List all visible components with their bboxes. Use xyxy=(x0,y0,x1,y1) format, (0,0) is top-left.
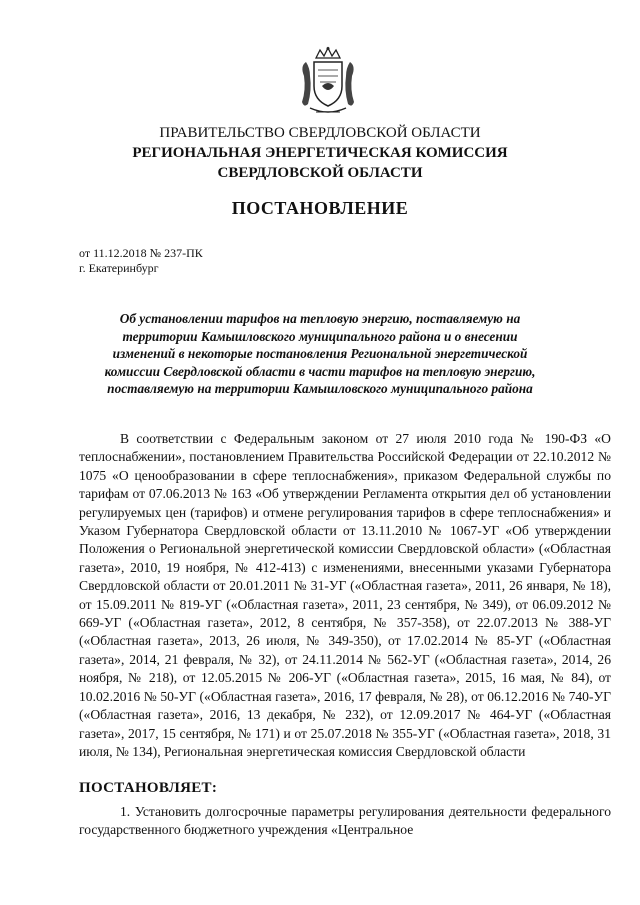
org-name-government: ПРАВИТЕЛЬСТВО СВЕРДЛОВСКОЙ ОБЛАСТИ xyxy=(159,125,481,141)
coat-of-arms-emblem xyxy=(296,46,360,118)
preamble-paragraph: В соответствии с Федеральным законом от 27 июля 2010 года № 190-ФЗ «О теплоснабжении», постановлением Правительства Российской Федерации от 22.10.2012 № 1075 «О ценообразовании в сфере теплоснабжения», приказом Федеральной службы по тарифам от 07.06.2013 № 163 «Об утверждении Регламента открытия дел об установлении регулируемых цен (тарифов) и отмене регулирования тарифов в сфере теплоснабжения» и Указом Губернатора Свердловской области от 13.11.2010 № 1067-УГ «Об утверждении Положения о Региональной энергетической комиссии Свердловской области» («Областная газета», 2010, 19 ноября, № 412-413) с изменениями, внесенными указами Губернатора Свердловской области от 20.01.2011 № 31-УГ («Областная газета», 2011, 26 января, № 18), от 15.09.2011 № 819-УГ («Областная газета», 2011, 23 сентября, № 349), от 06.09.2012 № 669-УГ («Областная газета», 2012, 8 сентября, № 357-358), от 22.07.2013 № 388-УГ («Областная газета», 2013, 26 июля, № 349-350), от 17.02.2014 № 85-УГ («Областная газета», 2014, 21 февраля, № 32), от 24.11.2014 № 562-УГ («Областная газета», 2014, 26 ноября, № 218), от 12.05.2015 № 206-УГ («Областная газета», 2015, 16 мая, № 84), от 10.02.2016 № 50-УГ («Областная газета», 2016, 17 февраля, № 28), от 06.12.2016 № 740-УГ («Областная газета», 2016, 13 декабря, № 232), от 12.09.2017 № 464-УГ («Областная газета», 2017, 15 сентября, № 171) и от 25.07.2018 № 355-УГ («Областная газета», 2018, 31 июля, № 134), Региональная энергетическая комиссия Свердловской области xyxy=(79,431,611,759)
document-type-title: ПОСТАНОВЛЕНИЕ xyxy=(231,198,409,218)
document-date-number: от 11.12.2018 № 237-ПК xyxy=(79,246,203,260)
preamble-section xyxy=(79,430,611,761)
decree-item-1: 1. Установить долгосрочные параметры регулирования деятельности федерального государственного бюджетного учреждения «Центральное xyxy=(79,804,611,838)
document-city: г. Екатеринбург xyxy=(79,261,159,275)
decree-word: ПОСТАНОВЛЯЕТ: xyxy=(79,780,218,796)
decree-item-1-section xyxy=(79,803,611,840)
document-subject: Об установлении тарифов на тепловую энергию, поставляемую на территории Камышловского муниципального района и о внесении изменений в некоторые постановления Региональной энергетической комиссии Свердловской области в части тарифов на тепловую энергию, поставляемую на территории Камышловского муниципального района xyxy=(104,311,536,396)
org-name-region: СВЕРДЛОВСКОЙ ОБЛАСТИ xyxy=(217,165,423,181)
org-name-commission: РЕГИОНАЛЬНАЯ ЭНЕРГЕТИЧЕСКАЯ КОМИССИЯ xyxy=(132,145,508,161)
